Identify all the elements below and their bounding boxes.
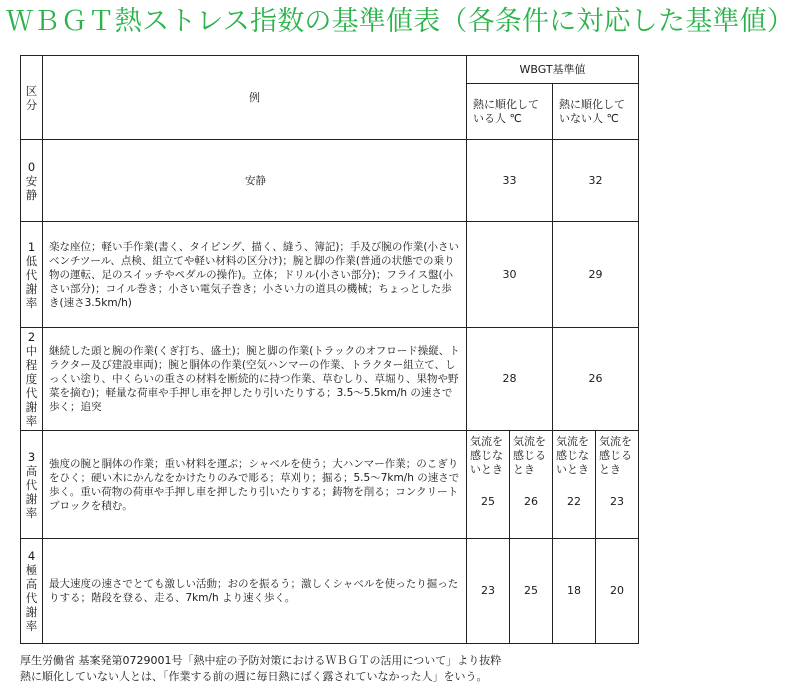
value: 26 [524,495,538,508]
value: 25 [481,495,495,508]
value: 23 [610,495,625,508]
row-example: 安静 [43,140,467,222]
row-example: 継続した頭と腕の作業(くぎ打ち、盛土)；腕と脚の作業(トラックのオフロード操縦、トラクター及び建設車両)；腕と胴体の作業(空気ハンマーの作業、トラクター組立て、しっくい塗り、中くらいの重さの材料を断続的に持つ作業、草むしり、草堀り、果物や野菜を摘む)；軽量な荷車や手押し車を押したり引いたりする；3.5～5.5km/h の速さで歩く；追突 [43,328,467,431]
value-acclimatized: 30 [467,222,553,328]
header-wbgt: WBGT基準値 [467,56,639,84]
value-not-acclimatized: 26 [553,328,639,431]
airflow-label: 気流を感じるとき [599,435,632,476]
no-airflow-label: 気流を感じないとき [470,435,503,476]
footer-note [20,653,650,685]
value-not-acclimatized-no-airflow [553,431,596,539]
value-not-acclimatized-airflow: 20 [596,539,639,644]
row-category: 1低代謝率 [21,222,43,328]
row-category: 4極高代謝率 [21,539,43,644]
row-category: 2中程度代謝率 [21,328,43,431]
value-acclimatized-airflow: 25 [510,539,553,644]
value: 22 [567,495,581,508]
header-row [21,56,639,84]
value-not-acclimatized: 29 [553,222,639,328]
value-not-acclimatized-airflow [596,431,639,539]
row-example: 最大速度の速さでとても激しい活動；おのを振るう；激しくシャベルを使ったり掘ったりする；階段を登る、走る、7km/h より速く歩く。 [43,539,467,644]
table-row [21,328,639,431]
table-row [21,431,639,539]
value-acclimatized: 28 [467,328,553,431]
header-acclimatized: 熱に順化している人 ℃ [467,84,553,140]
table-row [21,140,639,222]
footer-definition: 熱に順化していない人とは、「作業する前の週に毎日熱にばく露されていなかった人」をいう。 [20,670,488,683]
header-not-acclimatized: 熱に順化していない人 ℃ [553,84,639,140]
page-title: ＷＢＧＴ熱ストレス指数の基準値表（各条件に対応した基準値） [6,6,794,37]
header-category: 区分 [21,56,43,140]
row-example: 楽な座位；軽い手作業(書く、タイピング、描く、縫う、簿記)；手及び腕の作業(小さいベンチツール、点検、組立てや軽い材料の区分け)；腕と脚の作業(普通の状態での乗り物の運転、足のスイッチやペダルの操作)。立体；ドリル(小さい部分)；フライス盤(小さい部分)；コイル巻き；小さい電気子巻き；小さい力の道具の機械；ちょっとした歩き(速さ3.5km/h) [43,222,467,328]
value-acclimatized-no-airflow: 23 [467,539,510,644]
value-acclimatized: 33 [467,140,553,222]
row-category: 3高代謝率 [21,431,43,539]
row-example: 強度の腕と胴体の作業；重い材料を運ぶ；シャベルを使う；大ハンマー作業；のこぎりをひく；硬い木にかんなをかけたりのみで彫る；草刈り；掘る；5.5～7km/h の速さで歩く。重い荷物の荷車や手押し車を押したり引いたりする；鋳物を削る；コンクリートブロックを積む。 [43,431,467,539]
table-row [21,222,639,328]
value-acclimatized-no-airflow [467,431,510,539]
value-acclimatized-airflow [510,431,553,539]
header-example: 例 [43,56,467,140]
footer-source: 厚生労働省 基案発第0729001号「熱中症の予防対策におけるＷＢＧＴの活用について」より抜粋 [20,654,502,667]
row-category: 0安静 [21,140,43,222]
value-not-acclimatized-no-airflow: 18 [553,539,596,644]
wbgt-table [20,55,639,644]
table-row [21,539,639,644]
no-airflow-label: 気流を感じないとき [556,435,589,476]
airflow-label: 気流を感じるとき [513,435,546,476]
value-not-acclimatized: 32 [553,140,639,222]
